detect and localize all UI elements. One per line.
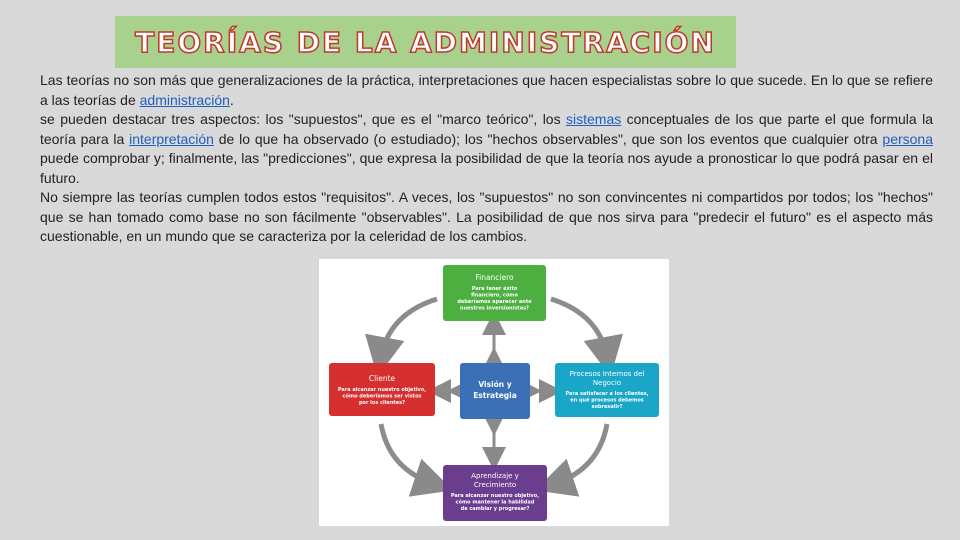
aprendizaje-q2: cómo mantener la habilidad bbox=[455, 499, 535, 506]
procesos-q1: Para satisfacer a los clientes, bbox=[565, 391, 649, 397]
aprendizaje-title-2: Crecimiento bbox=[473, 481, 517, 489]
procesos-title-2: Negocio bbox=[592, 379, 622, 387]
aprendizaje-title-1: Aprendizaje y bbox=[471, 472, 519, 480]
procesos-title-1: Procesos Internos del bbox=[569, 370, 645, 378]
cliente-title: Cliente bbox=[368, 374, 396, 383]
box-aprendizaje bbox=[443, 465, 547, 521]
paragraph-3: No siempre las teorías cumplen todos estos "requisitos". A veces, los "supuestos" no son convincentes ni compartidos por todos; los "hechos" que se han tomado como base no son fácilmente "observables". La posibilidad de que nos sirva para "predecir el futuro" es el aspecto más cuestionable, en un mundo que se caracteriza por la celeridad de los cambios. bbox=[40, 189, 933, 244]
paragraph-1: Las teorías no son más que generalizaciones de la práctica, interpretaciones que hacen especialistas sobre lo que sucede. En lo que se refiere a las teorías de administración. bbox=[40, 72, 933, 108]
procesos-q3: sobresalir? bbox=[591, 404, 623, 410]
diagram-svg bbox=[319, 259, 669, 526]
financiero-q4: nuestros inversionistas? bbox=[460, 305, 529, 312]
link-persona[interactable]: persona bbox=[882, 130, 933, 147]
box-center bbox=[460, 363, 530, 419]
link-administracion[interactable]: administración bbox=[139, 91, 230, 108]
box-cliente bbox=[329, 363, 435, 416]
aprendizaje-q1: Para alcanzar nuestro objetivo, bbox=[450, 493, 540, 499]
link-sistemas[interactable]: sistemas bbox=[566, 111, 622, 127]
financiero-title: Financiero bbox=[475, 273, 514, 282]
link-interpretacion[interactable]: interpretación bbox=[129, 130, 214, 147]
arrow-procesos-aprendizaje bbox=[554, 424, 607, 484]
financiero-q2: financiero, cómo bbox=[471, 292, 518, 299]
arrow-financiero-cliente bbox=[381, 299, 437, 357]
cliente-q2: cómo deberíamos ser vistos bbox=[342, 393, 422, 400]
box-procesos bbox=[555, 363, 659, 417]
balanced-scorecard-diagram bbox=[319, 259, 669, 526]
arrow-cliente-aprendizaje bbox=[381, 424, 434, 484]
center-title-2: Estrategia bbox=[473, 391, 517, 400]
cliente-q1: Para alcanzar nuestro objetivo, bbox=[337, 387, 427, 393]
aprendizaje-q3: de cambiar y progresar? bbox=[460, 506, 530, 512]
financiero-q3: deberíamos aparecer ante bbox=[457, 299, 532, 305]
financiero-q1: Para tener éxito bbox=[471, 286, 518, 292]
procesos-q2: en qué procesos debemos bbox=[570, 397, 644, 404]
paragraph-2: se pueden destacar tres aspectos: los "supuestos", que es el "marco teórico", los sistemas conceptuales de los que parte el que formula la teoría para la interpretación de lo que ha observado (o estudiado); los "hechos observables", que son los eventos que cualquier otra persona puede comprobar y; finalmente, las "predicciones", que expresa la posibilidad de que la teoría nos ayude a pronosticar lo que podrá pasar en el futuro. bbox=[40, 111, 933, 186]
title-banner bbox=[115, 16, 736, 68]
cliente-q3: por los clientes? bbox=[358, 400, 406, 406]
body-text bbox=[40, 71, 933, 247]
center-title-1: Visión y bbox=[478, 380, 512, 389]
page-title: TEORÍAS DE LA ADMINISTRACIÓN bbox=[135, 25, 716, 59]
box-financiero bbox=[443, 265, 546, 321]
arrow-financiero-procesos bbox=[551, 299, 607, 357]
